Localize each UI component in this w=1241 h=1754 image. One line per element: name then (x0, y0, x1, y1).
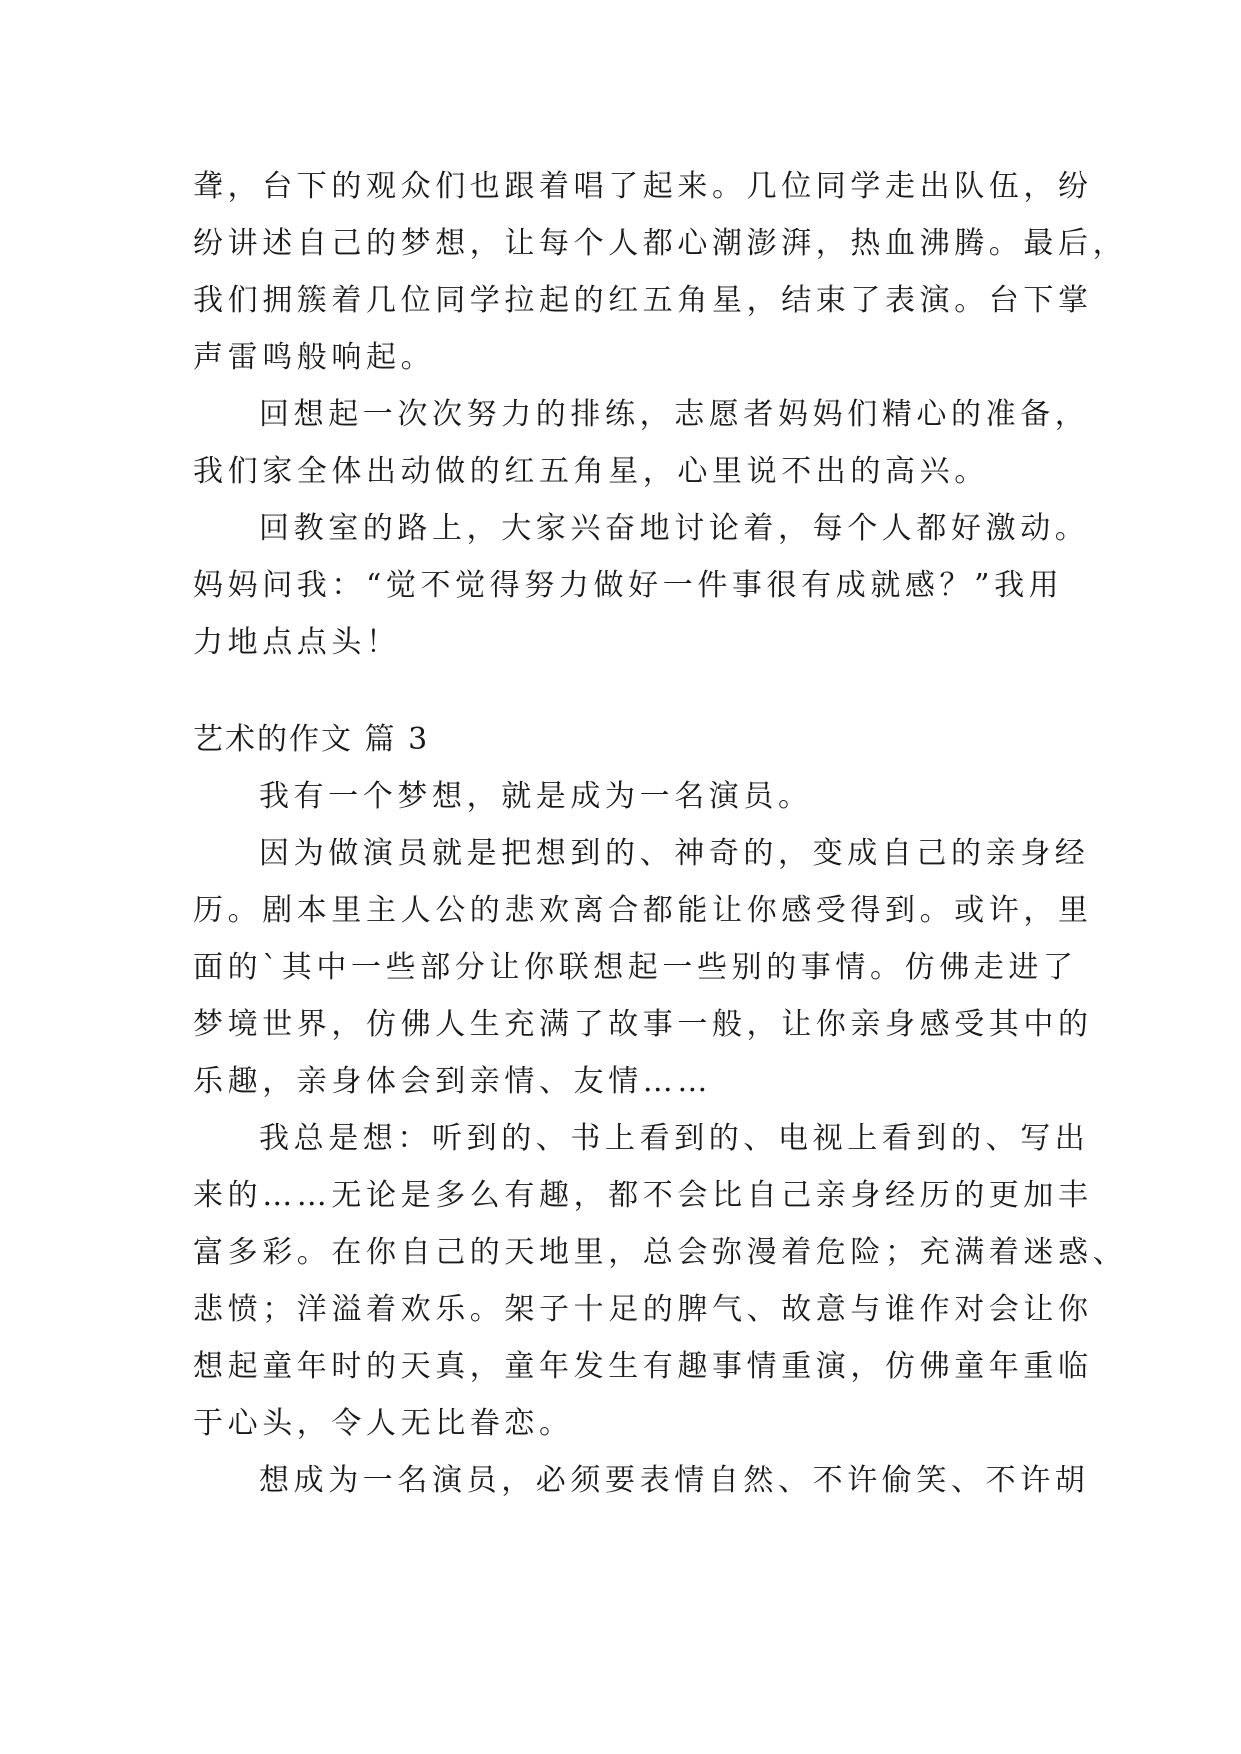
paragraph (193, 386, 1090, 500)
paragraph (193, 1452, 1090, 1509)
text-line: 回想起一次次努力的排练，志愿者妈妈们精心的准备， (259, 397, 1090, 432)
text-line: 因为做演员就是把想到的、神奇的，变成自己的亲身经 (259, 836, 1090, 871)
paragraph (193, 158, 1128, 386)
paragraph (193, 500, 1090, 671)
text-line: 妈妈问我：“觉不觉得努力做好一件事很有成就感？”我用 (193, 568, 1064, 603)
text-line: 力地点点头！ (193, 625, 401, 660)
text-line: 声雷鸣般响起。 (193, 340, 436, 375)
text-line: 面的`其中一些部分让你联想起一些别的事情。仿佛走进了 (193, 950, 1078, 985)
text-line: 我们家全体出动做的红五角星，心里说不出的高兴。 (193, 454, 989, 489)
section-heading: 艺术的作文 篇 3 (193, 722, 430, 757)
paragraph (193, 768, 1053, 825)
text-line: 于心头，令人无比眷恋。 (193, 1406, 574, 1441)
text-line: 富多彩。在你自己的天地里，总会弥漫着危险；充满着迷惑、 (193, 1235, 1128, 1270)
text-line: 悲愤；洋溢着欢乐。架子十足的脾气、故意与谁作对会让你 (193, 1292, 1093, 1327)
text-line: 我总是想：听到的、书上看到的、电视上看到的、写出 (259, 1121, 1090, 1156)
section-gap (193, 671, 1053, 711)
text-line: 我有一个梦想，就是成为一名演员。 (259, 779, 813, 814)
text-line: 我们拥簇着几位同学拉起的红五角星，结束了表演。台下掌 (193, 283, 1093, 318)
paragraph (193, 1110, 1128, 1452)
document-page (193, 158, 1128, 1509)
paragraph (193, 825, 1093, 1110)
text-line: 历。剧本里主人公的悲欢离合都能让你感受得到。或许，里 (193, 893, 1093, 928)
text-line: 想起童年时的天真，童年发生有趣事情重演，仿佛童年重临 (193, 1349, 1093, 1384)
text-line: 回教室的路上，大家兴奋地讨论着，每个人都好激动。 (259, 511, 1090, 546)
text-line: 乐趣，亲身体会到亲情、友情…… (193, 1064, 712, 1099)
text-line: 来的……无论是多么有趣，都不会比自己亲身经历的更加丰 (193, 1178, 1093, 1213)
text-line: 想成为一名演员，必须要表情自然、不许偷笑、不许胡 (259, 1463, 1090, 1498)
text-line: 梦境世界，仿佛人生充满了故事一般，让你亲身感受其中的 (193, 1007, 1093, 1042)
text-line: 纷讲述自己的梦想，让每个人都心潮澎湃，热血沸腾。最后， (193, 226, 1128, 261)
text-line: 聋，台下的观众们也跟着唱了起来。几位同学走出队伍，纷 (193, 169, 1093, 204)
